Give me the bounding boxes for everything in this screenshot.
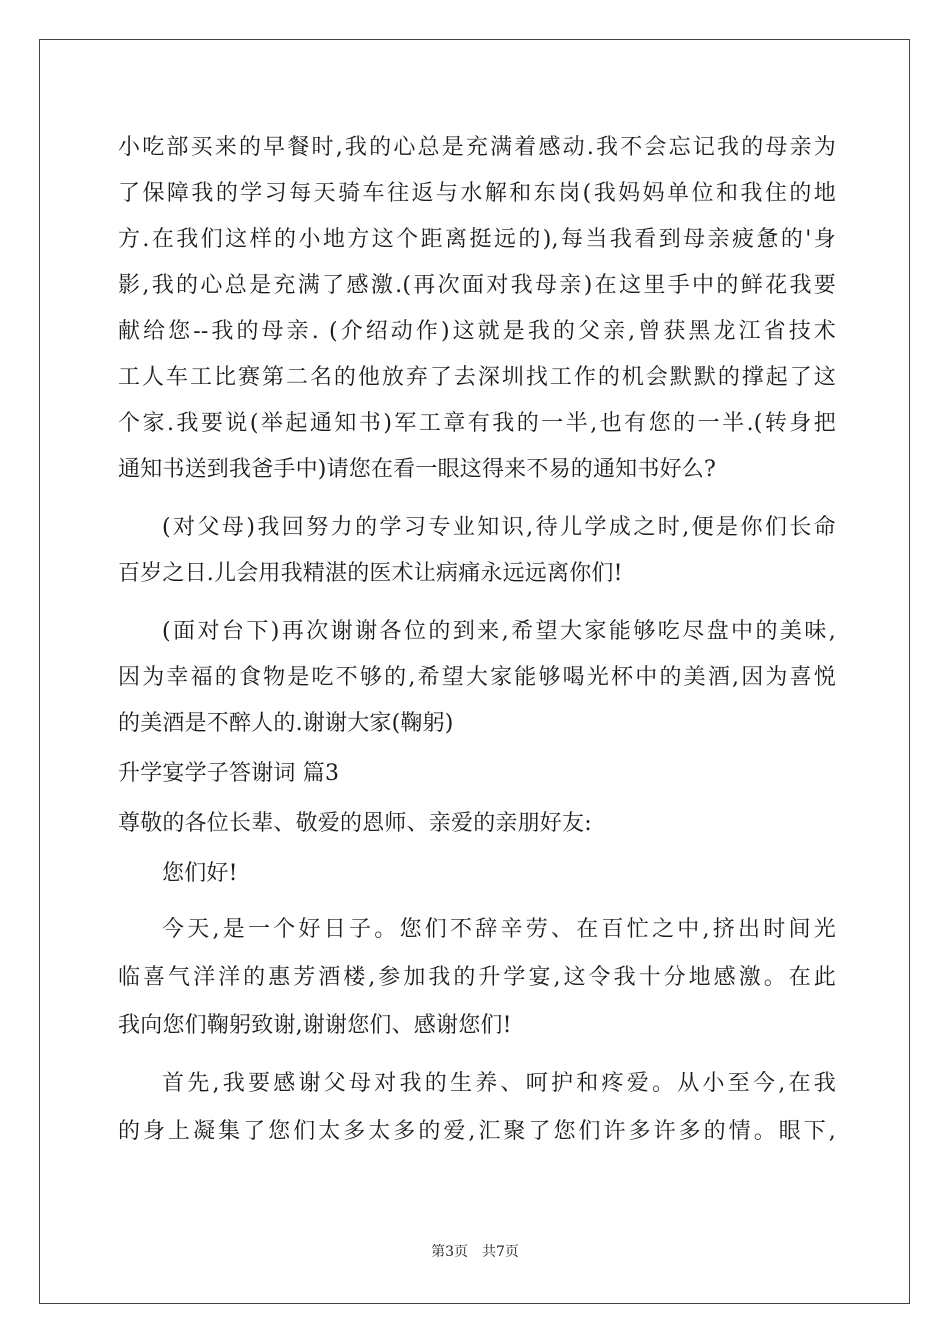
text-line: 首先,我要感谢父母对我的生养、呵护和疼爱。从小至今,在我: [162, 1071, 836, 1096]
page-number-current: 第3页: [431, 1244, 468, 1260]
text-line: 工人车工比赛第二名的他放弃了去深圳找工作的机会默默的撑起了这: [118, 365, 836, 390]
greeting: 您们好!: [162, 861, 238, 886]
text-line: 通知书送到我爸手中)请您在看一眼这得来不易的通知书好么?: [118, 457, 716, 482]
text-line: 个家.我要说(举起通知书)军工章有我的一半,也有您的一半.(转身把: [118, 411, 836, 436]
salutation: 尊敬的各位长辈、敬爱的恩师、亲爱的亲朋好友:: [118, 811, 592, 836]
text-line: 因为幸福的食物是吃不够的,希望大家能够喝光杯中的美酒,因为喜悦: [118, 665, 836, 690]
text-line: 今天,是一个好日子。您们不辞辛劳、在百忙之中,挤出时间光: [162, 917, 836, 942]
text-line: 小吃部买来的早餐时,我的心总是充满着感动.我不会忘记我的母亲为: [118, 135, 836, 160]
section-heading: 升学宴学子答谢词 篇3: [118, 761, 340, 786]
text-line: 方.在我们这样的小地方这个距离挺远的),每当我看到母亲疲惫的'身: [118, 227, 836, 252]
text-line: (对父母)我回努力的学习专业知识,待儿学成之时,便是你们长命: [162, 515, 836, 540]
text-line: 的美酒是不醉人的.谢谢大家(鞠躬): [118, 711, 454, 736]
text-line: 献给您--我的母亲. (介绍动作)这就是我的父亲,曾获黑龙江省技术: [118, 319, 836, 344]
text-line: 了保障我的学习每天骑车往返与水解和东岗(我妈妈单位和我住的地: [118, 181, 836, 206]
page-footer: [0, 1241, 950, 1261]
page-number-total: 共7页: [482, 1244, 519, 1260]
text-line: 影,我的心总是充满了感激.(再次面对我母亲)在这里手中的鲜花我要: [118, 273, 836, 298]
text-line: (面对台下)再次谢谢各位的到来,希望大家能够吃尽盘中的美味,: [162, 619, 836, 644]
text-line: 百岁之日.儿会用我精湛的医术让病痛永远远离你们!: [118, 561, 623, 586]
text-line: 我向您们鞠躬致谢,谢谢您们、感谢您们!: [118, 1013, 512, 1038]
text-line: 的身上凝集了您们太多太多的爱,汇聚了您们许多许多的情。眼下,: [118, 1119, 836, 1144]
text-line: 临喜气洋洋的惠芳酒楼,参加我的升学宴,这令我十分地感激。在此: [118, 965, 836, 990]
